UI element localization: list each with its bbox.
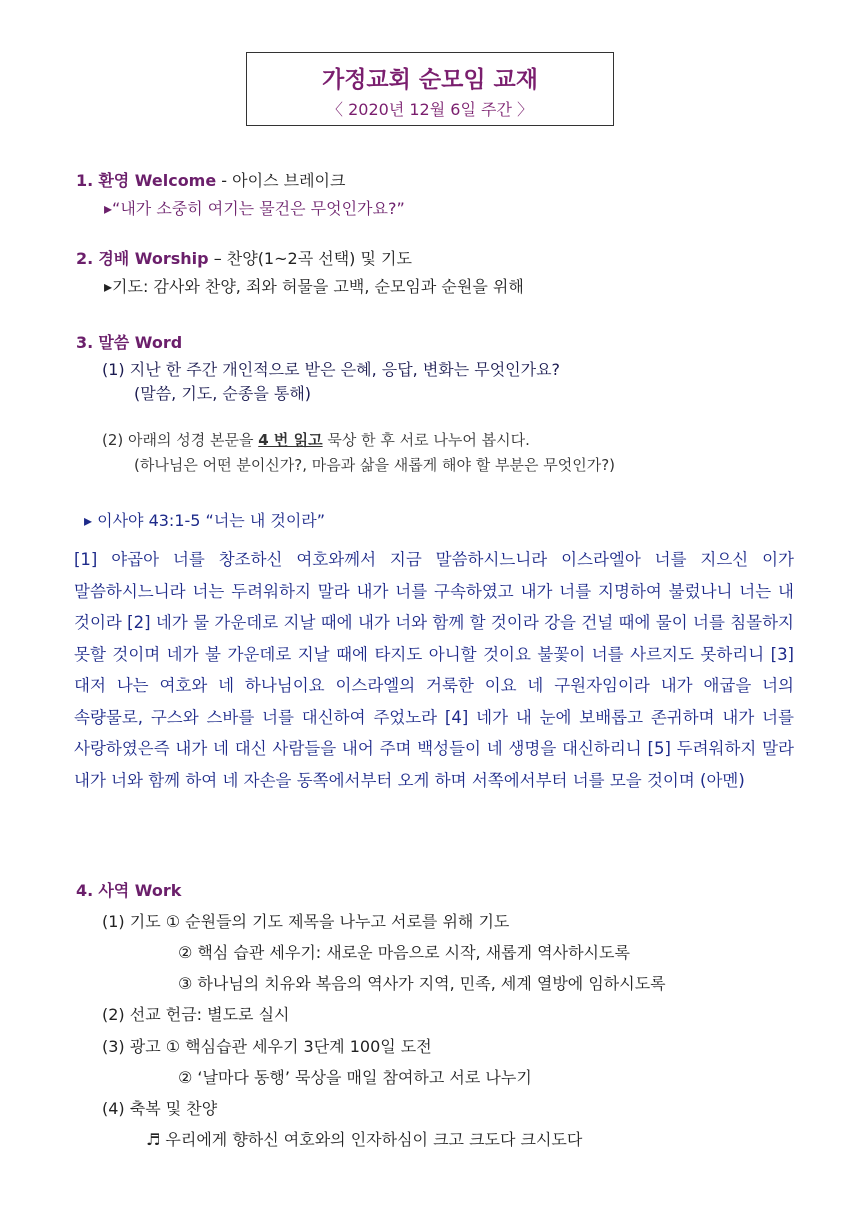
- work-item: (3) 광고 ① 핵심습관 세우기 3단계 100일 도전: [102, 1037, 432, 1056]
- passage-reference: ▸ 이사야 43:1-5 “너는 내 것이라”: [84, 511, 326, 530]
- word-question-2: [102, 429, 530, 450]
- word-question-1: (1) 지난 한 주간 개인적으로 받은 은혜, 응답, 변화는 무엇인가요?: [102, 360, 561, 379]
- section-title: 말씀 Word: [98, 333, 183, 352]
- page-subtitle: 〈 2020년 12월 6일 주간 〉: [327, 100, 533, 119]
- section-number: 1.: [76, 171, 94, 190]
- q2-emphasis: 4 번 읽고: [258, 431, 323, 449]
- section-word-heading: [76, 330, 182, 353]
- word-question-1-note: (말씀, 기도, 순종을 통해): [134, 384, 312, 403]
- work-item: ③ 하나님의 치유와 복음의 역사가 지역, 민족, 세계 열방에 임하시도록: [178, 974, 666, 993]
- work-item: (2) 선교 헌금: 별도로 실시: [102, 1005, 290, 1024]
- work-item: (1) 기도 ① 순원들의 기도 제목을 나누고 서로를 위해 기도: [102, 912, 510, 931]
- word-question-2-note: (하나님은 어떤 분이신가?, 마음과 삶을 새롭게 해야 할 부분은 무엇인가?): [134, 456, 616, 474]
- section-work-heading: [76, 878, 181, 901]
- work-item: ② 핵심 습관 세우기: 새로운 마음으로 시작, 새롭게 역사하시도록: [178, 943, 630, 962]
- worship-prayer: ▸기도: 감사와 찬양, 죄와 허물을 고백, 순모임과 순원을 위해: [104, 277, 524, 296]
- section-title: 경배 Worship: [98, 249, 209, 268]
- section-title: 사역 Work: [98, 881, 182, 900]
- q2-text-post: 묵상 한 후 서로 나누어 봅시다.: [322, 431, 530, 449]
- section-number: 2.: [76, 249, 94, 268]
- section-desc: - 아이스 브레이크: [216, 171, 346, 190]
- section-desc: – 찬양(1~2곡 선택) 및 기도: [208, 249, 412, 268]
- work-item: ② ‘날마다 동행’ 묵상을 매일 참여하고 서로 나누기: [178, 1068, 532, 1087]
- page-title: 가정교회 순모임 교재: [322, 67, 538, 93]
- section-title: 환영 Welcome: [98, 171, 217, 190]
- welcome-question: ▸“내가 소중히 여기는 물건은 무엇인가요?”: [104, 199, 405, 218]
- section-number: 3.: [76, 333, 94, 352]
- section-worship-heading: [76, 246, 412, 269]
- scripture-passage: [1] 야곱아 너를 창조하신 여호와께서 지금 말씀하시느니라 이스라엘아 너를 지으신 이가 말씀하시느니라 너는 두려워하지 말라 내가 너를 구속하였고 내가 너를 지명하여 불렀나니 너는 내 것이라 [2] 네가 물 가운데로 지날 때에 내가 너와 함께 할 것이라 강을 건널 때에 물이 너를 침몰하지 못할 것이며 네가 불 가운데로 지날 때에 타지도 아니할 것이요 불꽃이 너를 사르지도 못하리니 [3] 대저 나는 여호와 네 하나님이요 이스라엘의 거룩한 이요 네 구원자임이라 내가 애굽을 너의 속량물로, 구스와 스바를 너를 대신하여 주었노라 [4] 네가 내 눈에 보배롭고 존귀하며 내가 너를 사랑하였은즉 내가 네 대신 사람들을 내어 주며 백성들이 네 생명을 대신하리니 [5] 두려워하지 말라 내가 너와 함께 하여 네 자손을 동쪽에서부터 오게 하며 서쪽에서부터 너를 모을 것이며 (아멘): [74, 550, 794, 790]
- section-number: 4.: [76, 881, 94, 900]
- work-item: (4) 축복 및 찬양: [102, 1099, 218, 1118]
- q2-text-pre: (2) 아래의 성경 본문을: [102, 431, 259, 449]
- section-welcome-heading: [76, 168, 345, 191]
- work-item-song: ♬ 우리에게 향하신 여호와의 인자하심이 크고 크도다 크시도다: [146, 1130, 583, 1149]
- title-box: [246, 52, 614, 126]
